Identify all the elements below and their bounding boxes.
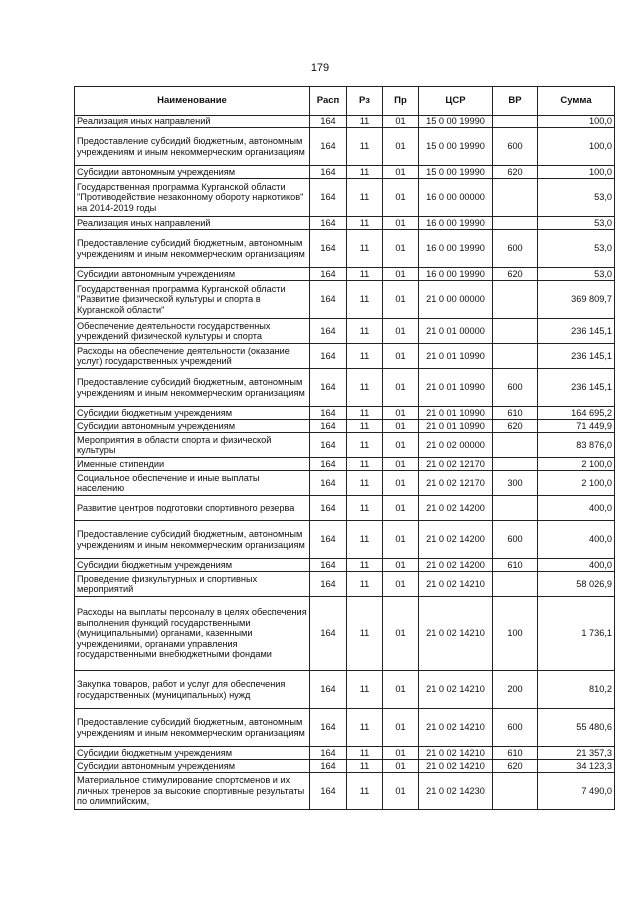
cell-csr: 15 0 00 19990 — [419, 128, 493, 166]
cell-csr: 21 0 02 12170 — [419, 458, 493, 471]
cell-name: Расходы на выплаты персоналу в целях обеспечения выполнения функций государственными (муниципальными) органами, казенными учреждениями, органами управления государственными внебюджетными фондами — [75, 597, 310, 671]
header-csr: ЦСР — [419, 87, 493, 116]
header-vr: ВР — [493, 87, 538, 116]
cell-rz: 11 — [347, 572, 383, 597]
cell-rasp: 164 — [310, 369, 347, 407]
cell-csr: 16 0 00 19990 — [419, 268, 493, 281]
cell-vr — [493, 116, 538, 128]
table-row — [75, 773, 615, 810]
cell-vr: 600 — [493, 521, 538, 559]
cell-rasp: 164 — [310, 344, 347, 369]
cell-rasp: 164 — [310, 458, 347, 471]
cell-name: Расходы на обеспечение деятельности (оказание услуг) государственных учреждений — [75, 344, 310, 369]
table-row — [75, 116, 615, 128]
table-row — [75, 572, 615, 597]
cell-sum: 2 100,0 — [538, 458, 615, 471]
cell-pr: 01 — [383, 420, 419, 433]
cell-name: Проведение физкультурных и спортивных мероприятий — [75, 572, 310, 597]
cell-vr — [493, 281, 538, 319]
cell-rasp: 164 — [310, 433, 347, 458]
cell-sum: 53,0 — [538, 179, 615, 217]
cell-rz: 11 — [347, 319, 383, 344]
cell-csr: 21 0 02 14210 — [419, 747, 493, 760]
cell-csr: 21 0 00 00000 — [419, 281, 493, 319]
cell-csr: 21 0 02 14210 — [419, 671, 493, 709]
cell-vr: 300 — [493, 471, 538, 496]
cell-rz: 11 — [347, 128, 383, 166]
cell-name: Субсидии автономным учреждениям — [75, 420, 310, 433]
table-row — [75, 559, 615, 572]
cell-vr: 100 — [493, 597, 538, 671]
cell-pr: 01 — [383, 572, 419, 597]
table-row — [75, 166, 615, 179]
cell-rasp: 164 — [310, 496, 347, 521]
cell-pr: 01 — [383, 369, 419, 407]
cell-name: Субсидии бюджетным учреждениям — [75, 559, 310, 572]
cell-sum: 236 145,1 — [538, 369, 615, 407]
table-row — [75, 521, 615, 559]
cell-csr: 21 0 02 14210 — [419, 572, 493, 597]
cell-rz: 11 — [347, 433, 383, 458]
cell-csr: 21 0 02 14200 — [419, 559, 493, 572]
table-row — [75, 496, 615, 521]
cell-pr: 01 — [383, 217, 419, 230]
cell-sum: 2 100,0 — [538, 471, 615, 496]
cell-pr: 01 — [383, 433, 419, 458]
cell-rasp: 164 — [310, 230, 347, 268]
cell-pr: 01 — [383, 760, 419, 773]
cell-name: Материальное стимулирование спортсменов и их личных тренеров за высокие спортивные результаты по олимпийским, — [75, 773, 310, 810]
cell-vr — [493, 496, 538, 521]
cell-sum: 55 480,6 — [538, 709, 615, 747]
cell-pr: 01 — [383, 166, 419, 179]
cell-vr: 620 — [493, 268, 538, 281]
cell-pr: 01 — [383, 671, 419, 709]
cell-rasp: 164 — [310, 760, 347, 773]
cell-rasp: 164 — [310, 597, 347, 671]
cell-rz: 11 — [347, 116, 383, 128]
cell-rasp: 164 — [310, 319, 347, 344]
cell-sum: 236 145,1 — [538, 344, 615, 369]
cell-csr: 21 0 01 00000 — [419, 319, 493, 344]
cell-sum: 53,0 — [538, 268, 615, 281]
cell-name: Социальное обеспечение и иные выплаты населению — [75, 471, 310, 496]
cell-name: Именные стипендии — [75, 458, 310, 471]
cell-sum: 100,0 — [538, 116, 615, 128]
table-row — [75, 407, 615, 420]
cell-vr — [493, 773, 538, 810]
cell-name: Субсидии бюджетным учреждениям — [75, 407, 310, 420]
cell-name: Государственная программа Курганской области "Противодействие незаконному обороту наркотиков" на 2014-2019 годы — [75, 179, 310, 217]
cell-name: Предоставление субсидий бюджетным, автономным учреждениям и иным некоммерческим организациям — [75, 521, 310, 559]
cell-sum: 369 809,7 — [538, 281, 615, 319]
cell-rasp: 164 — [310, 709, 347, 747]
cell-rasp: 164 — [310, 471, 347, 496]
cell-csr: 21 0 02 14210 — [419, 597, 493, 671]
cell-csr: 21 0 02 14230 — [419, 773, 493, 810]
table-row — [75, 281, 615, 319]
cell-pr: 01 — [383, 521, 419, 559]
cell-pr: 01 — [383, 230, 419, 268]
cell-rasp: 164 — [310, 671, 347, 709]
cell-name: Государственная программа Курганской области "Развитие физической культуры и спорта в Курганской области" — [75, 281, 310, 319]
cell-rasp: 164 — [310, 281, 347, 319]
cell-rz: 11 — [347, 773, 383, 810]
cell-pr: 01 — [383, 268, 419, 281]
cell-rz: 11 — [347, 407, 383, 420]
cell-pr: 01 — [383, 344, 419, 369]
table-row — [75, 344, 615, 369]
header-name: Наименование — [75, 87, 310, 116]
table-row — [75, 747, 615, 760]
cell-vr: 620 — [493, 760, 538, 773]
cell-rz: 11 — [347, 230, 383, 268]
page-number: 179 — [310, 62, 330, 74]
cell-rz: 11 — [347, 369, 383, 407]
budget-table — [74, 86, 615, 810]
cell-name: Реализация иных направлений — [75, 116, 310, 128]
table-row — [75, 179, 615, 217]
cell-csr: 16 0 00 19990 — [419, 217, 493, 230]
table-row — [75, 319, 615, 344]
header-sum: Сумма — [538, 87, 615, 116]
cell-vr — [493, 458, 538, 471]
cell-name: Предоставление субсидий бюджетным, автономным учреждениям и иным некоммерческим организациям — [75, 128, 310, 166]
cell-csr: 21 0 02 00000 — [419, 433, 493, 458]
cell-sum: 1 736,1 — [538, 597, 615, 671]
header-rasp: Расп — [310, 87, 347, 116]
cell-pr: 01 — [383, 747, 419, 760]
cell-pr: 01 — [383, 709, 419, 747]
cell-name: Предоставление субсидий бюджетным, автономным учреждениям и иным некоммерческим организациям — [75, 369, 310, 407]
cell-rz: 11 — [347, 597, 383, 671]
cell-name: Субсидии автономным учреждениям — [75, 166, 310, 179]
cell-pr: 01 — [383, 128, 419, 166]
cell-sum: 21 357,3 — [538, 747, 615, 760]
cell-rz: 11 — [347, 268, 383, 281]
cell-csr: 21 0 01 10990 — [419, 407, 493, 420]
cell-sum: 53,0 — [538, 217, 615, 230]
cell-pr: 01 — [383, 407, 419, 420]
cell-name: Реализация иных направлений — [75, 217, 310, 230]
cell-sum: 236 145,1 — [538, 319, 615, 344]
table-row — [75, 128, 615, 166]
cell-name: Развитие центров подготовки спортивного резерва — [75, 496, 310, 521]
cell-rz: 11 — [347, 179, 383, 217]
table-row — [75, 458, 615, 471]
cell-vr: 600 — [493, 128, 538, 166]
cell-pr: 01 — [383, 179, 419, 217]
cell-vr: 610 — [493, 747, 538, 760]
cell-vr: 620 — [493, 420, 538, 433]
cell-csr: 21 0 02 14210 — [419, 709, 493, 747]
table-row — [75, 433, 615, 458]
cell-csr: 21 0 01 10990 — [419, 344, 493, 369]
cell-sum: 53,0 — [538, 230, 615, 268]
cell-pr: 01 — [383, 597, 419, 671]
cell-name: Субсидии автономным учреждениям — [75, 760, 310, 773]
cell-vr: 600 — [493, 709, 538, 747]
cell-name: Закупка товаров, работ и услуг для обеспечения государственных (муниципальных) нужд — [75, 671, 310, 709]
cell-rasp: 164 — [310, 116, 347, 128]
table-row — [75, 369, 615, 407]
cell-vr — [493, 217, 538, 230]
cell-sum: 58 026,9 — [538, 572, 615, 597]
cell-vr — [493, 319, 538, 344]
cell-rasp: 164 — [310, 747, 347, 760]
cell-csr: 21 0 02 14200 — [419, 496, 493, 521]
cell-csr: 16 0 00 00000 — [419, 179, 493, 217]
cell-vr: 600 — [493, 369, 538, 407]
cell-sum: 83 876,0 — [538, 433, 615, 458]
cell-sum: 164 695,2 — [538, 407, 615, 420]
table-row — [75, 217, 615, 230]
cell-rasp: 164 — [310, 268, 347, 281]
cell-name: Обеспечение деятельности государственных учреждений физической культуры и спорта — [75, 319, 310, 344]
cell-pr: 01 — [383, 471, 419, 496]
cell-sum: 400,0 — [538, 521, 615, 559]
table-row — [75, 420, 615, 433]
cell-name: Предоставление субсидий бюджетным, автономным учреждениям и иным некоммерческим организациям — [75, 230, 310, 268]
cell-rasp: 164 — [310, 420, 347, 433]
cell-rz: 11 — [347, 217, 383, 230]
cell-pr: 01 — [383, 773, 419, 810]
cell-name: Субсидии автономным учреждениям — [75, 268, 310, 281]
cell-vr: 600 — [493, 230, 538, 268]
cell-rasp: 164 — [310, 407, 347, 420]
cell-sum: 71 449,9 — [538, 420, 615, 433]
cell-rz: 11 — [347, 458, 383, 471]
cell-name: Мероприятия в области спорта и физической культуры — [75, 433, 310, 458]
cell-vr: 610 — [493, 559, 538, 572]
cell-rz: 11 — [347, 166, 383, 179]
cell-csr: 15 0 00 19990 — [419, 166, 493, 179]
cell-csr: 15 0 00 19990 — [419, 116, 493, 128]
cell-pr: 01 — [383, 116, 419, 128]
cell-name: Субсидии бюджетным учреждениям — [75, 747, 310, 760]
cell-vr: 620 — [493, 166, 538, 179]
cell-rasp: 164 — [310, 559, 347, 572]
cell-rasp: 164 — [310, 521, 347, 559]
table-body — [75, 116, 615, 810]
cell-pr: 01 — [383, 496, 419, 521]
cell-rz: 11 — [347, 344, 383, 369]
cell-csr: 21 0 01 10990 — [419, 420, 493, 433]
cell-vr — [493, 572, 538, 597]
cell-rz: 11 — [347, 671, 383, 709]
cell-sum: 7 490,0 — [538, 773, 615, 810]
cell-rasp: 164 — [310, 572, 347, 597]
cell-csr: 21 0 02 14200 — [419, 521, 493, 559]
cell-rz: 11 — [347, 471, 383, 496]
cell-csr: 21 0 02 14210 — [419, 760, 493, 773]
cell-vr — [493, 433, 538, 458]
cell-sum: 34 123,3 — [538, 760, 615, 773]
cell-rasp: 164 — [310, 773, 347, 810]
cell-sum: 810,2 — [538, 671, 615, 709]
header-rz: Рз — [347, 87, 383, 116]
cell-pr: 01 — [383, 559, 419, 572]
table-row — [75, 471, 615, 496]
cell-sum: 400,0 — [538, 496, 615, 521]
cell-sum: 400,0 — [538, 559, 615, 572]
cell-rasp: 164 — [310, 179, 347, 217]
cell-rasp: 164 — [310, 217, 347, 230]
cell-pr: 01 — [383, 281, 419, 319]
table-row — [75, 597, 615, 671]
cell-vr: 200 — [493, 671, 538, 709]
table-row — [75, 230, 615, 268]
cell-rz: 11 — [347, 281, 383, 319]
cell-rasp: 164 — [310, 128, 347, 166]
cell-rz: 11 — [347, 709, 383, 747]
cell-vr — [493, 179, 538, 217]
cell-vr: 610 — [493, 407, 538, 420]
table-header-row — [75, 87, 615, 116]
cell-pr: 01 — [383, 458, 419, 471]
header-pr: Пр — [383, 87, 419, 116]
cell-rz: 11 — [347, 521, 383, 559]
cell-rz: 11 — [347, 559, 383, 572]
cell-name: Предоставление субсидий бюджетным, автономным учреждениям и иным некоммерческим организациям — [75, 709, 310, 747]
cell-rasp: 164 — [310, 166, 347, 179]
cell-rz: 11 — [347, 747, 383, 760]
cell-vr — [493, 344, 538, 369]
cell-rz: 11 — [347, 760, 383, 773]
cell-rz: 11 — [347, 496, 383, 521]
table-row — [75, 709, 615, 747]
cell-csr: 16 0 00 19990 — [419, 230, 493, 268]
table-row — [75, 760, 615, 773]
cell-sum: 100,0 — [538, 128, 615, 166]
cell-rz: 11 — [347, 420, 383, 433]
table-row — [75, 671, 615, 709]
cell-csr: 21 0 01 10990 — [419, 369, 493, 407]
cell-csr: 21 0 02 12170 — [419, 471, 493, 496]
table-row — [75, 268, 615, 281]
cell-pr: 01 — [383, 319, 419, 344]
cell-sum: 100,0 — [538, 166, 615, 179]
